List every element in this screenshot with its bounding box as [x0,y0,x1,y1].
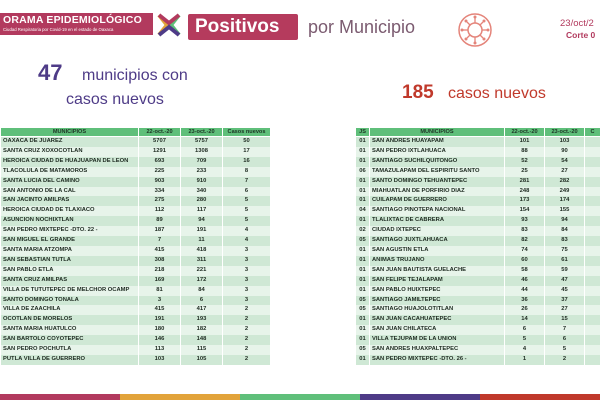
municipio-name-cell: SAN JUAN BAUTISTA GUELACHE [370,266,505,276]
value-cell: 01 [356,286,370,296]
table-row [356,246,600,256]
table-row [1,187,271,197]
municipios-count: 47 [38,60,63,85]
value-cell: 2 [223,325,271,335]
column-header: MUNICIPIOS [1,128,139,137]
value-cell: 7 [545,325,585,335]
municipios-text-line1: municipios con [82,67,188,84]
value-cell: 281 [505,177,545,187]
table-row [356,177,600,187]
column-header: 23-oct.-20 [545,128,585,137]
table-row [356,187,600,197]
value-cell: 172 [181,276,223,286]
table-row [1,246,271,256]
value-cell: 280 [181,196,223,206]
value-cell: 60 [505,256,545,266]
municipio-name-cell: TAMAZULAPAM DEL ESPIRITU SANTO [370,167,505,177]
value-cell: 334 [139,187,181,197]
value-cell: 01 [356,157,370,167]
value-cell: 7 [139,236,181,246]
table-row [356,236,600,246]
value-cell [585,286,600,296]
value-cell: 101 [505,137,545,147]
value-cell: 52 [505,157,545,167]
table-row [1,236,271,246]
value-cell: 59 [545,266,585,276]
value-cell: 3 [223,246,271,256]
municipio-name-cell: SAN JUAN CHILATECA [370,325,505,335]
column-header: JS [356,128,370,137]
value-cell: 01 [356,335,370,345]
value-cell: 103 [545,137,585,147]
value-cell: 3 [223,296,271,306]
value-cell: 191 [139,315,181,325]
value-cell: 6 [223,187,271,197]
value-cell: 93 [505,216,545,226]
value-cell: 05 [356,296,370,306]
value-cell: 01 [356,256,370,266]
value-cell: 182 [181,325,223,335]
value-cell: 89 [139,216,181,226]
table-row [356,196,600,206]
table-row [356,325,600,335]
value-cell: 50 [223,137,271,147]
table-row [356,276,600,286]
value-cell: 154 [505,206,545,216]
value-cell: 1291 [139,147,181,157]
value-cell: 5 [223,206,271,216]
municipio-name-cell: SAN BARTOLO COYOTEPEC [1,335,139,345]
value-cell [585,296,600,306]
value-cell: 146 [139,335,181,345]
table-row [1,157,271,167]
value-cell [585,187,600,197]
value-cell: 2 [223,315,271,325]
brand-title: ORAMA EPIDEMIOLÓGICO [3,14,142,26]
value-cell [585,345,600,355]
value-cell: 14 [505,315,545,325]
value-cell: 94 [181,216,223,226]
casos-count: 185 [402,82,434,103]
value-cell: 27 [545,305,585,315]
table-row [356,157,600,167]
municipio-name-cell: SAN PEDRO POCHUTLA [1,345,139,355]
table-row [1,286,271,296]
table-header-row [356,128,600,137]
value-cell: 5757 [181,137,223,147]
value-cell [585,335,600,345]
value-cell [585,177,600,187]
municipio-name-cell: SANTIAGO HUAJOLOTITLAN [370,305,505,315]
municipio-name-cell: SAN ANDRES HUAYAPAM [370,137,505,147]
virus-icon [449,10,501,50]
value-cell: 05 [356,236,370,246]
value-cell [585,256,600,266]
table-row [1,335,271,345]
logo-x-icon [156,12,182,38]
value-cell: 311 [181,256,223,266]
value-cell: 6 [545,335,585,345]
corte-label: Corte 0 [566,30,596,40]
date-label: 23/oct/2 [560,18,594,29]
table-row [356,355,600,365]
municipio-name-cell: SANTO DOMINGO TEHUANTEPEC [370,177,505,187]
value-cell: 83 [545,236,585,246]
value-cell: 01 [356,325,370,335]
municipio-name-cell: PUTLA VILLA DE GUERRERO [1,355,139,365]
value-cell: 61 [545,256,585,266]
value-cell: 01 [356,266,370,276]
table-row [1,177,271,187]
value-cell: 693 [139,157,181,167]
value-cell [585,216,600,226]
value-cell: 218 [139,266,181,276]
table-row [356,167,600,177]
value-cell: 01 [356,147,370,157]
value-cell [585,315,600,325]
value-cell: 233 [181,167,223,177]
value-cell: 88 [505,147,545,157]
value-cell: 340 [181,187,223,197]
value-cell: 415 [139,246,181,256]
table-row [356,315,600,325]
municipios-text-line2: casos nuevos [66,91,164,108]
municipio-name-cell: SAN AGUSTIN ETLA [370,246,505,256]
value-cell: 5 [505,335,545,345]
value-cell: 94 [545,216,585,226]
value-cell [585,325,600,335]
municipio-name-cell: HEROICA CIUDAD DE TLAXIACO [1,206,139,216]
value-cell: 174 [545,196,585,206]
municipio-name-cell: VILLA DE ZAACHILA [1,305,139,315]
municipio-name-cell: TLACOLULA DE MATAMOROS [1,167,139,177]
value-cell: 3 [223,276,271,286]
column-header: C [585,128,600,137]
value-cell: 415 [139,305,181,315]
municipio-name-cell: MIAHUATLAN DE PORFIRIO DIAZ [370,187,505,197]
table-row [1,167,271,177]
value-cell: 01 [356,355,370,365]
municipio-name-cell: SAN MIGUEL EL GRANDE [1,236,139,246]
municipio-name-cell: VILLA DE TUTUTEPEC DE MELCHOR OCAMP [1,286,139,296]
value-cell: 74 [505,246,545,256]
municipio-name-cell: SAN PABLO HUIXTEPEC [370,286,505,296]
municipio-name-cell: SANTIAGO JUXTLAHUACA [370,236,505,246]
value-cell: 248 [505,187,545,197]
value-cell: 275 [139,196,181,206]
value-cell: 17 [223,147,271,157]
value-cell [585,246,600,256]
municipio-name-cell: SAN JACINTO AMILPAS [1,196,139,206]
value-cell: 90 [545,147,585,157]
value-cell: 4 [223,236,271,246]
table-row [356,206,600,216]
municipio-name-cell: SAN PEDRO IXTLAHUACA [370,147,505,157]
value-cell: 417 [181,305,223,315]
table-row [356,305,600,315]
column-header: 22-oct.-20 [139,128,181,137]
table-row [1,147,271,157]
value-cell: 418 [181,246,223,256]
value-cell: 82 [505,236,545,246]
value-cell: 191 [181,226,223,236]
value-cell [585,157,600,167]
column-header: 22-oct.-20 [505,128,545,137]
value-cell: 05 [356,345,370,355]
municipio-name-cell: SAN ANDRES HUAXPALTEPEC [370,345,505,355]
value-cell: 84 [181,286,223,296]
municipio-name-cell: SANTIAGO SUCHILQUITONGO [370,157,505,167]
footer-color-bar [0,394,600,400]
table-row [1,296,271,306]
table-row [1,226,271,236]
value-cell: 193 [181,315,223,325]
value-cell: 308 [139,256,181,266]
municipio-name-cell: SANTA MARIA ATZOMPA [1,246,139,256]
value-cell: 173 [505,196,545,206]
municipio-name-cell: SANTIAGO PINOTEPA NACIONAL [370,206,505,216]
value-cell: 06 [356,167,370,177]
value-cell: 16 [223,157,271,167]
table-row [1,196,271,206]
value-cell: 249 [545,187,585,197]
value-cell [585,266,600,276]
value-cell: 112 [139,206,181,216]
table-row [356,266,600,276]
value-cell: 2 [223,345,271,355]
value-cell: 7 [223,177,271,187]
value-cell: 3 [139,296,181,306]
value-cell: 5 [545,345,585,355]
table-row [1,256,271,266]
value-cell [585,196,600,206]
municipio-name-cell: SANTIAGO JAMILTEPEC [370,296,505,306]
brand-subtitle: Ciudad Respiratoria por Covid-19 en el estado de Oaxaca [3,27,114,32]
municipio-name-cell: SAN PEDRO MIXTEPEC -DTO. 22 - [1,226,139,236]
value-cell: 103 [139,355,181,365]
value-cell: 47 [545,276,585,286]
value-cell [585,206,600,216]
value-cell [585,355,600,365]
value-cell [585,137,600,147]
value-cell: 44 [505,286,545,296]
municipio-name-cell: SANTA MARIA HUATULCO [1,325,139,335]
table-row [1,216,271,226]
value-cell: 01 [356,315,370,325]
value-cell [585,226,600,236]
value-cell: 75 [545,246,585,256]
value-cell: 01 [356,177,370,187]
left-municipios-table [0,127,271,365]
municipio-name-cell: ASUNCION NOCHIXTLAN [1,216,139,226]
value-cell: 84 [545,226,585,236]
value-cell: 3 [223,286,271,296]
value-cell: 05 [356,305,370,315]
value-cell: 115 [181,345,223,355]
table-row [1,325,271,335]
table-row [1,206,271,216]
value-cell: 113 [139,345,181,355]
value-cell: 01 [356,246,370,256]
value-cell: 903 [139,177,181,187]
municipio-name-cell: SANTA CRUZ AMILPAS [1,276,139,286]
value-cell: 148 [181,335,223,345]
casos-text: casos nuevos [448,85,546,102]
value-cell: 45 [545,286,585,296]
value-cell: 54 [545,157,585,167]
value-cell: 187 [139,226,181,236]
value-cell: 01 [356,276,370,286]
value-cell: 5707 [139,137,181,147]
value-cell: 169 [139,276,181,286]
table-row [356,335,600,345]
table-row [356,286,600,296]
value-cell: 5 [223,216,271,226]
value-cell: 221 [181,266,223,276]
value-cell [585,236,600,246]
positivos-label: Positivos [195,16,280,37]
value-cell: 225 [139,167,181,177]
value-cell: 105 [181,355,223,365]
table-row [356,256,600,266]
value-cell: 01 [356,137,370,147]
municipio-name-cell: SANTA CRUZ XOXOCOTLAN [1,147,139,157]
value-cell: 02 [356,226,370,236]
value-cell: 3 [223,256,271,266]
value-cell: 709 [181,157,223,167]
value-cell: 4 [505,345,545,355]
municipio-name-cell: VILLA TEJUPAM DE LA UNION [370,335,505,345]
column-header: MUNICIPIOS [370,128,505,137]
municipio-name-cell: SAN JUAN CACAHUATEPEC [370,315,505,325]
value-cell: 5 [223,196,271,206]
table-row [356,216,600,226]
value-cell: 83 [505,226,545,236]
table-row [1,276,271,286]
value-cell: 01 [356,216,370,226]
value-cell: 2 [223,305,271,315]
column-header: 23-oct.-20 [181,128,223,137]
municipio-name-cell: SAN PABLO ETLA [1,266,139,276]
municipio-name-cell: HEROICA CIUDAD DE HUAJUAPAN DE LEON [1,157,139,167]
value-cell: 26 [505,305,545,315]
value-cell: 3 [223,266,271,276]
table-row [1,305,271,315]
table-row [1,345,271,355]
table-row [1,315,271,325]
value-cell [585,167,600,177]
value-cell: 15 [545,315,585,325]
column-header: Casos nuevos [223,128,271,137]
municipio-name-cell: SAN PEDRO MIXTEPEC -DTO. 26 - [370,355,505,365]
municipio-name-cell: CIUDAD IXTEPEC [370,226,505,236]
table-row [1,355,271,365]
municipio-name-cell: OCOTLAN DE MORELOS [1,315,139,325]
municipio-name-cell: TLALIXTAC DE CABRERA [370,216,505,226]
value-cell [585,276,600,286]
por-municipio-label: por Municipio [308,17,416,37]
value-cell [585,147,600,157]
value-cell: 04 [356,206,370,216]
table-row [356,296,600,306]
value-cell: 25 [505,167,545,177]
value-cell: 8 [223,167,271,177]
value-cell: 37 [545,296,585,306]
table-row [356,226,600,236]
municipio-name-cell: CUILAPAM DE GUERRERO [370,196,505,206]
value-cell: 01 [356,196,370,206]
value-cell [585,305,600,315]
table-row [1,266,271,276]
municipio-name-cell: SANTA LUCIA DEL CAMINO [1,177,139,187]
value-cell: 58 [505,266,545,276]
value-cell: 1 [505,355,545,365]
municipio-name-cell: ANIMAS TRUJANO [370,256,505,266]
value-cell: 46 [505,276,545,286]
value-cell: 4 [223,226,271,236]
value-cell: 36 [505,296,545,306]
value-cell: 117 [181,206,223,216]
table-row [1,137,271,147]
value-cell: 6 [181,296,223,306]
value-cell: 1308 [181,147,223,157]
table-row [356,345,600,355]
municipio-name-cell: SANTO DOMINGO TONALA [1,296,139,306]
value-cell: 81 [139,286,181,296]
value-cell: 2 [223,355,271,365]
table-row [356,147,600,157]
value-cell: 11 [181,236,223,246]
municipio-name-cell: SAN SEBASTIAN TUTLA [1,256,139,266]
right-municipios-table [355,127,600,365]
value-cell: 01 [356,187,370,197]
value-cell: 6 [505,325,545,335]
value-cell: 27 [545,167,585,177]
value-cell: 2 [223,335,271,345]
header-bar [0,0,600,52]
value-cell: 155 [545,206,585,216]
table-row [356,137,600,147]
value-cell: 180 [139,325,181,335]
value-cell: 910 [181,177,223,187]
municipio-name-cell: OAXACA DE JUAREZ [1,137,139,147]
municipio-name-cell: SAN FELIPE TEJALAPAM [370,276,505,286]
municipio-name-cell: SAN ANTONIO DE LA CAL [1,187,139,197]
value-cell: 282 [545,177,585,187]
value-cell: 2 [545,355,585,365]
table-header-row [1,128,271,137]
